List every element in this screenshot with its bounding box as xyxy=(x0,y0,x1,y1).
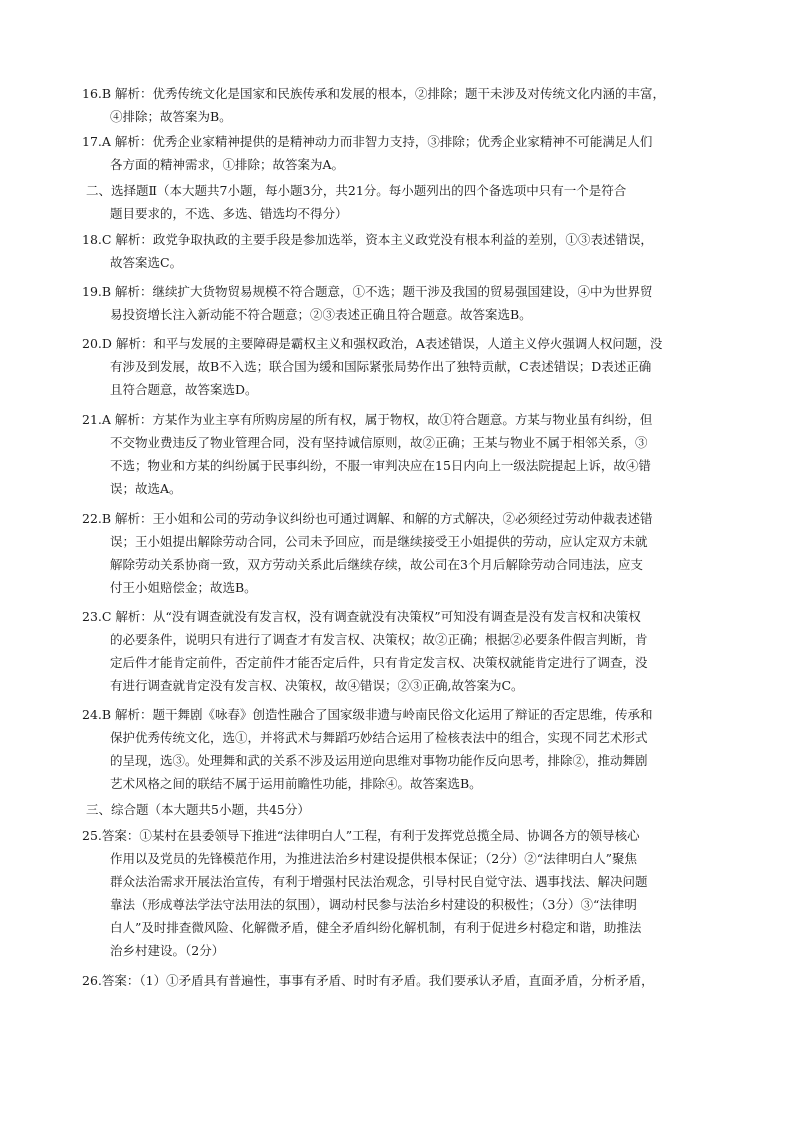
text-line: 26.答案：（1）①矛盾具有普遍性，事事有矛盾、时时有矛盾。我们要承认矛盾，直面矛盾，分析矛盾， xyxy=(82,973,654,988)
text-line: 24.B 解析：题干舞剧《咏春》创造性融合了国家级非遗与岭南民俗文化运用了辩证的否定思维，传承和 xyxy=(82,707,653,722)
text-line: 题目要求的，不选、多选、错选均不得分） xyxy=(110,206,348,221)
text-line: 且符合题意，故答案选D。 xyxy=(110,382,258,397)
text-line: 20.D 解析：和平与发展的主要障碍是霸权主义和强权政治，A表述错误，人道主义停火强调人权问题，没 xyxy=(82,336,663,351)
text-line: 治乡村建设。（2分） xyxy=(110,943,225,958)
text-line: 23.C 解析：从“没有调查就没有发言权，没有调查就没有决策权”可知没有调查是没有发言权和决策权 xyxy=(82,609,641,624)
text-line: 白人”及时排查微风险、化解微矛盾，健全矛盾纠纷化解机制，有利于促进乡村稳定和谐，助推法 xyxy=(110,920,642,935)
text-line: 误；王小姐提出解除劳动合同，公司未予回应，而是继续接受王小姐提供的劳动，应认定双方未就 xyxy=(110,534,648,549)
text-line: 22.B 解析：王小姐和公司的劳动争议纠纷也可通过调解、和解的方式解决，②必须经过劳动仲裁表述错 xyxy=(82,511,653,526)
text-line: 各方面的精神需求，①排除；故答案为A。 xyxy=(110,157,345,172)
text-line: 19.B 解析：继续扩大货物贸易规模不符合题意，①不选；题干涉及我国的贸易强国建设，④中为世界贸 xyxy=(82,284,653,299)
text-line: 群众法治需求开展法治宣传，有利于增强村民法治观念，引导村民自觉守法、遇事找法、解决问题 xyxy=(110,874,648,889)
text-line: 18.C 解析：政党争取执政的主要手段是参加选举，资本主义政党没有根本利益的差别，①③表述错误， xyxy=(82,232,653,247)
text-line: 16.B 解析：优秀传统文化是国家和民族传承和发展的根本，②排除；题干未涉及对传统文化内涵的丰富， xyxy=(82,86,666,101)
text-line: 25.答案：①某村在县委领导下推进“法律明白人”工程，有利于发挥党总揽全局、协调各方的领导核心 xyxy=(82,828,640,843)
text-line: 保护优秀传统文化，选①，并将武术与舞蹈巧妙结合运用了检核表法中的组合，实现不同艺术形式 xyxy=(110,730,648,745)
text-line: 的呈现，选③。处理舞和武的关系不涉及运用逆向思维对事物功能作反向思考，排除②，推动舞剧 xyxy=(110,753,648,768)
text-line: 易投资增长注入新动能不符合题意；②③表述正确且符合题意。故答案选B。 xyxy=(110,307,532,322)
text-line: 艺术风格之间的联结不属于运用前瞻性功能，排除④。故答案选B。 xyxy=(110,776,482,791)
text-line: 误；故选A。 xyxy=(110,481,182,496)
text-line: 靠法（形成尊法学法守法用法的氛围），调动村民参与法治乡村建设的积极性；（3分）③“法律明 xyxy=(110,897,637,912)
text-line: 17.A 解析：优秀企业家精神提供的是精神动力而非智力支持，③排除；优秀企业家精神不可能满足人们 xyxy=(82,134,653,149)
text-line: 的必要条件，说明只有进行了调查才有发言权、决策权；故②正确；根据②必要条件假言判断，肯 xyxy=(110,632,648,647)
text-line: 故答案选C。 xyxy=(110,255,183,270)
text-line: 21.A 解析：方某作为业主享有所购房屋的所有权，属于物权，故①符合题意。方某与物业虽有纠纷，但 xyxy=(82,412,653,427)
text-line: 作用以及党员的先锋模范作用，为推进法治乡村建设提供根本保证；（2分）②“法律明白人”聚焦 xyxy=(110,851,637,866)
text-line: 付王小姐赔偿金；故选B。 xyxy=(110,580,257,595)
text-line: 有涉及到发展，故B不入选；联合国为缓和国际紧张局势作出了独特贡献，C表述错误；D表述正确 xyxy=(110,359,652,374)
text-line: 二、选择题Ⅱ（本大题共7小题，每小题3分，共21分。每小题列出的四个备选项中只有一个是符合 xyxy=(86,183,627,198)
text-line: 解除劳动关系协商一致，双方劳动关系此后继续存续，故公司在3个月后解除劳动合同违法，应支 xyxy=(110,557,643,572)
text-line: 定后件才能肯定前件，否定前件才能否定后件，只有肯定发言权、决策权就能肯定进行了调查，没 xyxy=(110,655,648,670)
text-line: 不选；物业和方某的纠纷属于民事纠纷，不服一审判决应在15日内向上一级法院提起上诉，故④错 xyxy=(110,458,651,473)
text-line: 不交物业费违反了物业管理合同，没有坚持诚信原则，故②正确；王某与物业不属于相邻关系，③ xyxy=(110,435,648,450)
text-line: 三、综合题（本大题共5小题，共45分） xyxy=(86,802,310,817)
text-line: 有进行调查就肯定没有发言权、决策权，故④错误；②③正确,故答案为C。 xyxy=(110,678,524,693)
text-line: ④排除；故答案为B。 xyxy=(110,109,232,124)
